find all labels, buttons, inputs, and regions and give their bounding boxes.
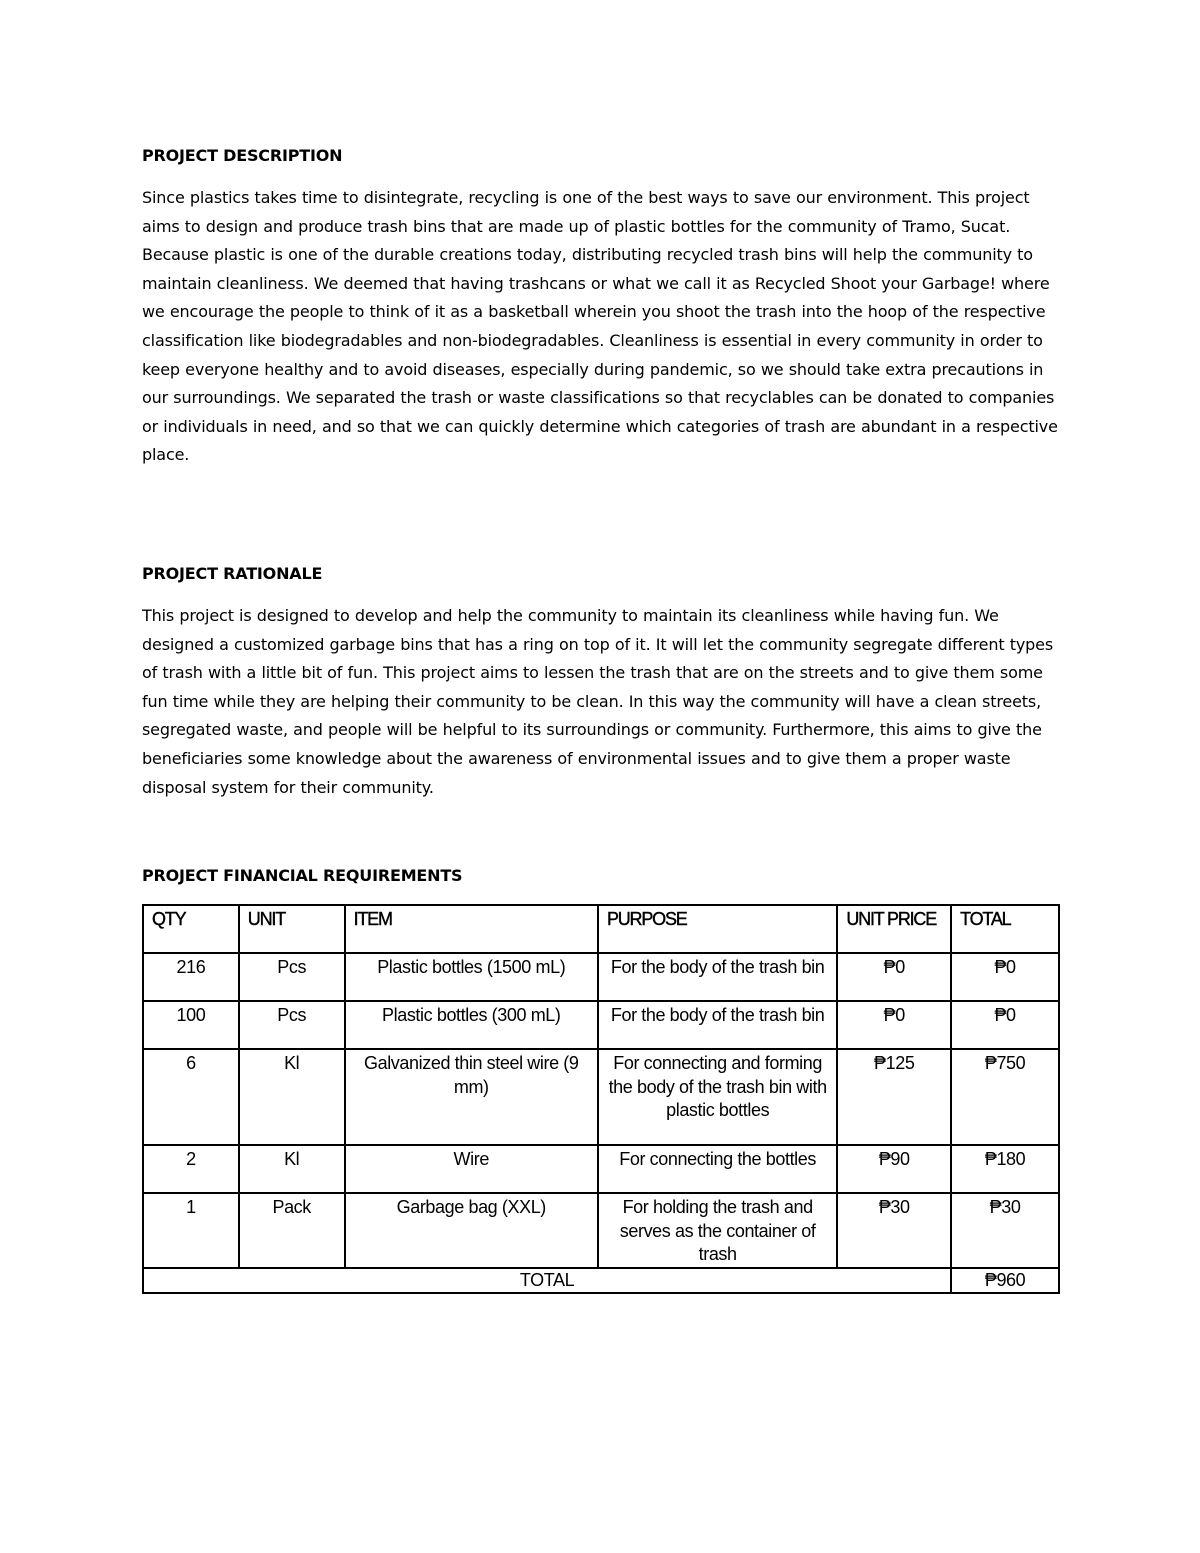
table-row	[143, 953, 1059, 1001]
project-description-section	[142, 142, 1060, 470]
table-row	[143, 1049, 1059, 1145]
project-description-text: Since plastics takes time to disintegrate, recycling is one of the best ways to save our environment. This project aims to design and produce trash bins that are made up of plastic bottles for the community of Tramo, Sucat. Because plastic is one of the durable creations today, distributing recycled trash bins will help the community to maintain cleanliness. We deemed that having trashcans or what we call it as Recycled Shoot your Garbage! where we encourage the people to think of it as a basketball wherein you shoot the trash into the hoop of the respective classification like biodegradables and non-biodegradables. Cleanliness is essential in every community in order to keep everyone healthy and to avoid diseases, especially during pandemic, so we should take extra precautions in our surroundings. We separated the trash or waste classifications so that recyclables can be donated to companies or individuals in need, and so that we can quickly determine which categories of trash are abundant in a respective place.	[142, 188, 1058, 465]
cell-qty: 6	[143, 1049, 239, 1145]
table-row	[143, 1193, 1059, 1268]
cell-unit-price: ₱90	[837, 1145, 951, 1193]
cell-unit-price: ₱30	[837, 1193, 951, 1268]
cell-item: Garbage bag (XXL)	[345, 1193, 598, 1268]
project-rationale-heading: PROJECT RATIONALE	[142, 564, 323, 583]
total-label: TOTAL	[143, 1268, 951, 1294]
cell-qty: 2	[143, 1145, 239, 1193]
project-description-heading: PROJECT DESCRIPTION	[142, 146, 343, 165]
cell-unit: Kl	[239, 1145, 345, 1193]
cell-item: Plastic bottles (1500 mL)	[345, 953, 598, 1001]
table-row	[143, 1001, 1059, 1049]
cell-total: ₱0	[951, 1001, 1059, 1049]
table-row	[143, 1145, 1059, 1193]
project-financial-section	[142, 862, 1060, 890]
column-header-total: TOTAL	[951, 905, 1059, 953]
cell-purpose: For the body of the trash bin	[598, 953, 837, 1001]
financial-requirements-table	[142, 904, 1060, 1294]
table-total-row	[143, 1268, 1059, 1294]
cell-unit: Pack	[239, 1193, 345, 1268]
cell-qty: 1	[143, 1193, 239, 1268]
cell-total: ₱180	[951, 1145, 1059, 1193]
cell-purpose: For holding the trash and serves as the container of trash	[598, 1193, 837, 1268]
project-rationale-section	[142, 560, 1060, 802]
cell-qty: 100	[143, 1001, 239, 1049]
cell-item: Wire	[345, 1145, 598, 1193]
cell-total: ₱0	[951, 953, 1059, 1001]
cell-item: Galvanized thin steel wire (9 mm)	[345, 1049, 598, 1145]
cell-unit: Kl	[239, 1049, 345, 1145]
cell-total: ₱30	[951, 1193, 1059, 1268]
cell-unit-price: ₱0	[837, 953, 951, 1001]
project-rationale-text: This project is designed to develop and help the community to maintain its cleanliness while having fun. We designed a customized garbage bins that has a ring on top of it. It will let the community segregate different types of trash with a little bit of fun. This project aims to lessen the trash that are on the streets and to give them some fun time while they are helping their community to be clean. In this way the community will have a clean streets, segregated waste, and people will be helpful to its surroundings or community. Furthermore, this aims to give the beneficiaries some knowledge about the awareness of environmental issues and to give them a proper waste disposal system for their community.	[142, 606, 1054, 797]
column-header-unit: UNIT	[239, 905, 345, 953]
cell-unit: Pcs	[239, 1001, 345, 1049]
cell-item: Plastic bottles (300 mL)	[345, 1001, 598, 1049]
cell-unit-price: ₱0	[837, 1001, 951, 1049]
cell-qty: 216	[143, 953, 239, 1001]
cell-unit: Pcs	[239, 953, 345, 1001]
project-financial-heading: PROJECT FINANCIAL REQUIREMENTS	[142, 866, 463, 885]
cell-total: ₱750	[951, 1049, 1059, 1145]
column-header-qty: QTY	[143, 905, 239, 953]
column-header-purpose: PURPOSE	[598, 905, 837, 953]
table-header-row	[143, 905, 1059, 953]
cell-unit-price: ₱125	[837, 1049, 951, 1145]
total-value: ₱960	[951, 1268, 1059, 1294]
cell-purpose: For connecting and forming the body of the trash bin with plastic bottles	[598, 1049, 837, 1145]
cell-purpose: For connecting the bottles	[598, 1145, 837, 1193]
column-header-unit-price: UNIT PRICE	[837, 905, 951, 953]
column-header-item: ITEM	[345, 905, 598, 953]
cell-purpose: For the body of the trash bin	[598, 1001, 837, 1049]
